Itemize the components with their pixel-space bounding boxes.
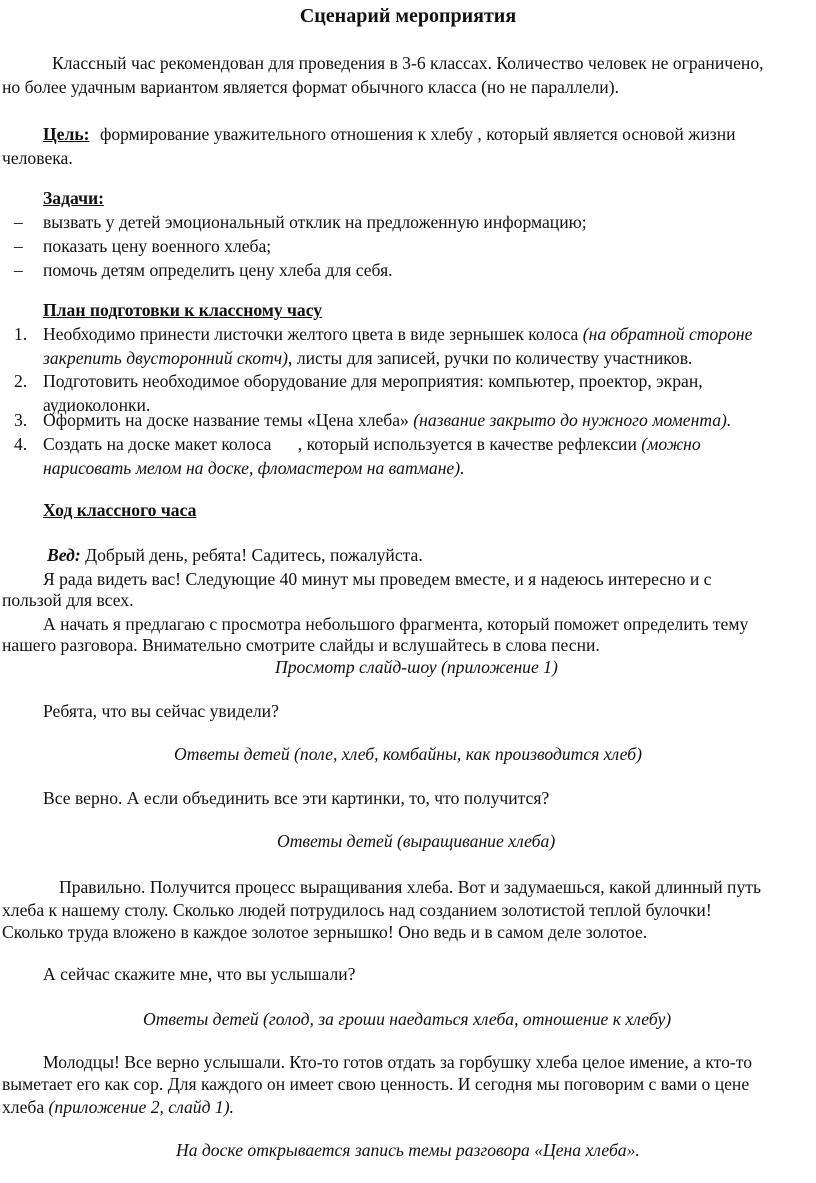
paragraph-5-line-1: Молодцы! Все верно услышали. Кто-то готов отдать за горбушку хлеба целое имение, а кто-то xyxy=(43,1052,753,1072)
paragraph-4-line-1: Правильно. Получится процесс выращивания хлеба. Вот и задумаешься, какой длинный путь xyxy=(59,877,761,897)
task-text: вызвать у детей эмоциональный отклик на предложенную информацию; xyxy=(43,212,587,232)
item-number: 3. xyxy=(14,410,28,430)
answer-1: Ответы детей (поле, хлеб, комбайны, как производится хлеб) xyxy=(174,744,642,764)
paragraph-4-line-3: Сколько труда вложено в каждое золотое зернышко! Оно ведь и в самом деле золотое. xyxy=(2,922,648,942)
paragraph-3-line-1: А начать я предлагаю с просмотра небольшого фрагмента, который поможет определить тему xyxy=(43,614,749,634)
item-number: 4. xyxy=(14,434,28,454)
course-heading: Ход классного часа xyxy=(43,500,197,520)
answer-3: Ответы детей (голод, за гроши наедаться хлеба, отношение к хлебу) xyxy=(143,1009,672,1029)
paragraph-2-line-1: Я рада видеть вас! Следующие 40 минут мы проведем вместе, и я надеюсь интересно и с xyxy=(43,569,712,589)
answer-2: Ответы детей (выращивание хлеба) xyxy=(277,831,556,851)
item-number: 2. xyxy=(14,371,28,391)
goal-line-1 xyxy=(43,122,736,146)
speaker-label: Вед: xyxy=(47,545,81,565)
goal-line-2: человека. xyxy=(2,148,73,168)
task-text: показать цену военного хлеба; xyxy=(43,236,272,256)
dash-marker: – xyxy=(14,236,23,256)
note-board: На доске открывается запись темы разговора «Цена хлеба». xyxy=(176,1140,640,1160)
paragraph-4-line-2: хлеба к нашему столу. Сколько людей потрудилось над созданием золотистой теплой булочки! xyxy=(2,900,712,920)
note-slideshow: Просмотр слайд-шоу (приложение 1) xyxy=(275,657,558,677)
question-2: Все верно. А если объединить все эти картинки, то, что получится? xyxy=(43,788,550,808)
paragraph-5-line-3: хлеба (приложение 2, слайд 1). xyxy=(2,1097,234,1117)
dash-marker: – xyxy=(14,212,23,232)
greeting-line: Вед: Добрый день, ребята! Садитесь, пожалуйста. xyxy=(47,545,423,565)
task-text: помочь детям определить цену хлеба для себя. xyxy=(43,260,393,280)
paragraph-5-line-2: выметает его как сор. Для каждого он имеет свою ценность. И сегодня мы поговорим с вами о цене xyxy=(2,1074,750,1094)
goal-text: формирование уважительного отношения к хлебу , который является основой жизни xyxy=(99,124,736,144)
plan-heading: План подготовки к классному часу xyxy=(43,300,323,320)
question-3: А сейчас скажите мне, что вы услышали? xyxy=(43,964,356,984)
goal-label: Цель: xyxy=(43,124,90,144)
document-title: Сценарий мероприятия xyxy=(299,5,517,27)
document-page: Сценарий мероприятия Классный час рекомендован для проведения в 3-6 классах. Количество человек не ограничено, но более удачным вариантом является формат обычного класса (но не параллели). Цель: формирование уважительного отношения к хлебу , который является основой жизни человека. Задачи: – вызвать у детей эмоциональный отклик на предложенную информацию; – показать цену военного хлеба; – помочь детям определить цену хлеба для себя. План подготовки к классному часу 1. Необходимо принести листочки желтого цвета в виде зернышек колоса (на обратной стороне закрепить двусторонний скотч), листы для записей, ручки по количеству участников. 2. Подготовить необходимое оборудование для мероприятия: компьютер, проектор, экран, аудиоколонки. 3. Оформить на доске название темы «Цена хлеба» (название закрыто до нужного момента). 4. Создать на доске макет колоса , который используется в качестве рефлексии (можно нарисовать мелом на доске, фломастером на ватмане). Ход классного часа Вед: Добрый день, ребята! Садитесь, пожалуйста. Я рада видеть вас! Следующие 40 минут мы проведем вместе, и я надеюсь интересно и с пользой для всех. А начать я предлагаю с просмотра небольшого фрагмента, который поможет определить тему нашего разговора. Внимательно смотрите слайды и вслушайтесь в слова песни. Просмотр слайд-шоу (приложение 1) Ребята, что вы сейчас увидели? Ответы детей (поле, хлеб, комбайны, как производится хлеб) Все верно. А если объединить все эти картинки, то, что получится? Ответы детей (выращивание хлеба) Правильно. Получится процесс выращивания хлеба. Вот и задумаешься, какой длинный путь хлеба к нашему столу. Сколько людей потрудилось над созданием золотистой теплой булочки! Сколько труда вложено в каждое золотое зернышко! Оно ведь и в самом деле золотое. А сейчас скажите мне, что вы услышали? Ответы детей (голод, за гроши наедаться хлеба, отношение к хлебу) Молодцы! Все верно услышали. Кто-то готов отдать за горбушку хлеба целое имение, а кто-то выметает его как сор. Для каждого он имеет свою ценность. И сегодня мы поговорим с вами о цене хлеба (приложение 2, слайд 1). На доске открывается запись темы разговора «Цена хлеба». xyxy=(0,0,816,1183)
dash-marker: – xyxy=(14,260,23,280)
question-1: Ребята, что вы сейчас увидели? xyxy=(43,701,279,721)
intro-line-2: но более удачным вариантом является формат обычного класса (но не параллели). xyxy=(2,77,619,97)
tasks-heading: Задачи: xyxy=(43,188,104,208)
intro-line-1: Классный час рекомендован для проведения в 3-6 классах. Количество человек не ограничено, xyxy=(52,53,764,73)
paragraph-3-line-2: нашего разговора. Внимательно смотрите слайды и вслушайтесь в слова песни. xyxy=(2,635,600,655)
item-number: 1. xyxy=(14,324,28,344)
paragraph-2-line-2: пользой для всех. xyxy=(2,590,134,610)
